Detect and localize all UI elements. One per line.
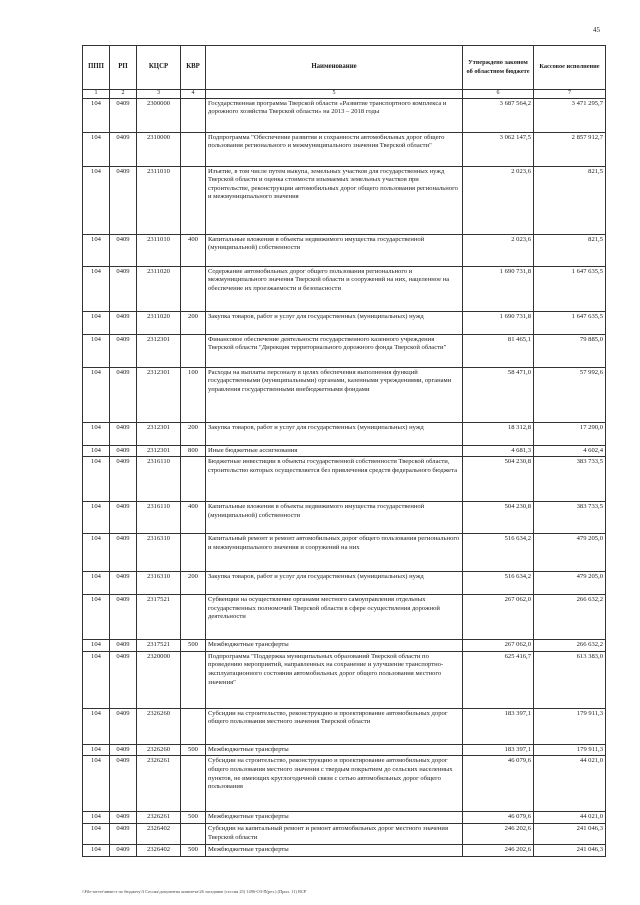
column-number: 2: [110, 90, 137, 99]
row-cash: 241 046,3: [534, 824, 606, 845]
row-kcsr: 2316110: [137, 457, 181, 502]
row-name: Капитальные вложения в объекты недвижимого имущества государственной (муниципальной) собственности: [206, 234, 463, 266]
row-ppp: 104: [83, 132, 110, 166]
column-number-row: [83, 90, 606, 99]
row-kcsr: 2312301: [137, 367, 181, 422]
row-approved: 625 416,7: [463, 651, 534, 708]
row-ppp: 104: [83, 824, 110, 845]
row-kvr: 100: [181, 367, 206, 422]
row-name: Межбюджетные трансферты: [206, 812, 463, 824]
row-rp: 0409: [110, 708, 137, 744]
row-kcsr: 2326261: [137, 756, 181, 812]
row-name: Закупка товаров, работ и услуг для государственных (муниципальных) нужд: [206, 311, 463, 334]
row-kcsr: 2311010: [137, 166, 181, 234]
row-approved: 516 634,2: [463, 572, 534, 595]
table-row: [83, 572, 606, 595]
row-approved: 246 202,6: [463, 845, 534, 857]
row-name: Изъятие, в том числе путем выкупа, земельных участков для государственных нужд Тверской области и оценка стоимости изымаемых земельных участков при строительстве, реконструкции автомобильных дорог общего пользования регионального и межмуниципального значения: [206, 166, 463, 234]
column-number: 1: [83, 90, 110, 99]
row-approved: 18 312,8: [463, 422, 534, 445]
row-cash: 1 647 635,5: [534, 266, 606, 311]
row-kcsr: 2326260: [137, 708, 181, 744]
row-ppp: 104: [83, 457, 110, 502]
file-path-footer: \\File-server\инвест по бюджету\3 Сессия\документы комитета\26 заседание (сессия 25) 1496-ОЗ-П(рез.) (Прил. 11) ВСР: [82, 889, 307, 894]
row-cash: 479 205,0: [534, 534, 606, 572]
row-kvr: 400: [181, 502, 206, 534]
row-ppp: 104: [83, 166, 110, 234]
header-approved: Утверждено законом об областном бюджете: [463, 46, 534, 90]
row-ppp: 104: [83, 502, 110, 534]
row-approved: 516 634,2: [463, 534, 534, 572]
row-cash: 383 733,5: [534, 502, 606, 534]
row-rp: 0409: [110, 824, 137, 845]
row-kvr: 500: [181, 744, 206, 756]
row-kvr: [181, 824, 206, 845]
header-rp: РП: [110, 46, 137, 90]
row-approved: 58 471,0: [463, 367, 534, 422]
row-name: Государственная программа Тверской области «Развитие транспортного комплекса и дорожного хозяйства Тверской области» на 2013 – 2018 годы: [206, 98, 463, 132]
row-ppp: 104: [83, 572, 110, 595]
row-cash: 2 857 912,7: [534, 132, 606, 166]
row-kvr: 200: [181, 311, 206, 334]
row-name: Субсидии на строительство, реконструкцию и проектирование автомобильных дорог общего пользования местного значения с твердым покрытием до сельских населенных пунктов, не имеющих круглогодичной связи с сетью автомобильных дорог общего пользования: [206, 756, 463, 812]
table-row: [83, 744, 606, 756]
row-ppp: 104: [83, 334, 110, 367]
row-kvr: [181, 708, 206, 744]
row-ppp: 104: [83, 367, 110, 422]
row-approved: 3 687 564,2: [463, 98, 534, 132]
row-cash: 821,5: [534, 234, 606, 266]
row-approved: 183 397,1: [463, 744, 534, 756]
row-name: Закупка товаров, работ и услуг для государственных (муниципальных) нужд: [206, 572, 463, 595]
row-ppp: 104: [83, 812, 110, 824]
row-cash: 4 602,4: [534, 445, 606, 457]
row-ppp: 104: [83, 534, 110, 572]
row-approved: 2 023,6: [463, 234, 534, 266]
row-kvr: 500: [181, 640, 206, 652]
row-kvr: 200: [181, 572, 206, 595]
table-row: [83, 234, 606, 266]
row-ppp: 104: [83, 445, 110, 457]
row-rp: 0409: [110, 502, 137, 534]
row-rp: 0409: [110, 334, 137, 367]
row-kvr: 500: [181, 812, 206, 824]
row-kcsr: 2326402: [137, 824, 181, 845]
row-ppp: 104: [83, 98, 110, 132]
row-cash: 179 911,3: [534, 708, 606, 744]
row-kvr: 500: [181, 845, 206, 857]
row-rp: 0409: [110, 367, 137, 422]
row-approved: 46 079,6: [463, 812, 534, 824]
row-kvr: [181, 266, 206, 311]
header-ppp: ППП: [83, 46, 110, 90]
row-ppp: 104: [83, 311, 110, 334]
table-row: [83, 445, 606, 457]
table-row: [83, 595, 606, 640]
table-row: [83, 824, 606, 845]
row-name: Финансовое обеспечение деятельности государственного казенного учреждения Тверской области "Дирекция территориального дорожного фонда Тверской области": [206, 334, 463, 367]
row-name: Межбюджетные трансферты: [206, 845, 463, 857]
row-cash: 44 021,0: [534, 756, 606, 812]
row-cash: 613 383,0: [534, 651, 606, 708]
row-ppp: 104: [83, 640, 110, 652]
table-row: [83, 534, 606, 572]
row-name: Субсидии на капитальный ремонт и ремонт автомобильных дорог местного значения Тверской области: [206, 824, 463, 845]
row-cash: 179 911,3: [534, 744, 606, 756]
row-rp: 0409: [110, 845, 137, 857]
table-row: [83, 166, 606, 234]
row-approved: 1 690 731,8: [463, 311, 534, 334]
table-row: [83, 266, 606, 311]
row-kcsr: 2310000: [137, 132, 181, 166]
row-cash: 241 046,3: [534, 845, 606, 857]
header-row: [83, 46, 606, 90]
row-cash: 266 632,2: [534, 595, 606, 640]
row-cash: 79 885,0: [534, 334, 606, 367]
table-row: [83, 640, 606, 652]
row-name: Подпрограмма "Поддержка муниципальных образований Тверской области по проведению мероприятий, направленных на сохранение и улучшение транспортно-эксплуатационного состояния автомобильных дорог общего пользования местного значения": [206, 651, 463, 708]
row-ppp: 104: [83, 422, 110, 445]
row-kcsr: 2317521: [137, 595, 181, 640]
row-rp: 0409: [110, 640, 137, 652]
row-cash: 57 992,6: [534, 367, 606, 422]
row-kcsr: 2317521: [137, 640, 181, 652]
row-rp: 0409: [110, 132, 137, 166]
row-cash: 479 205,0: [534, 572, 606, 595]
row-kvr: [181, 651, 206, 708]
row-kcsr: 2326260: [137, 744, 181, 756]
row-approved: 504 230,8: [463, 502, 534, 534]
table-row: [83, 98, 606, 132]
table-row: [83, 651, 606, 708]
row-cash: 821,5: [534, 166, 606, 234]
row-cash: 44 021,0: [534, 812, 606, 824]
row-kvr: [181, 98, 206, 132]
row-kcsr: 2316310: [137, 572, 181, 595]
column-number: 4: [181, 90, 206, 99]
row-name: Расходы на выплаты персоналу в целях обеспечения выполнения функций государственными (муниципальными) органами, казенными учреждениями, органами управления государственными внебюджетными фондами: [206, 367, 463, 422]
row-kcsr: 2312301: [137, 334, 181, 367]
column-number: 7: [534, 90, 606, 99]
row-name: Закупка товаров, работ и услуг для государственных (муниципальных) нужд: [206, 422, 463, 445]
table-row: [83, 502, 606, 534]
row-kvr: 800: [181, 445, 206, 457]
row-kvr: 200: [181, 422, 206, 445]
row-kcsr: 2316110: [137, 502, 181, 534]
row-approved: 81 465,1: [463, 334, 534, 367]
row-name: Капитальные вложения в объекты недвижимого имущества государственной (муниципальной) собственности: [206, 502, 463, 534]
row-cash: 383 733,5: [534, 457, 606, 502]
row-kcsr: 2300000: [137, 98, 181, 132]
row-approved: 183 397,1: [463, 708, 534, 744]
row-kvr: [181, 756, 206, 812]
table-body: [83, 98, 606, 856]
row-kcsr: 2312301: [137, 422, 181, 445]
table-row: [83, 845, 606, 857]
budget-table: [82, 45, 606, 857]
row-name: Бюджетные инвестиции в объекты государственной собственности Тверской области, строительство которых осуществляется без привлечения средств федерального бюджета: [206, 457, 463, 502]
row-name: Капитальный ремонт и ремонт автомобильных дорог общего пользования регионального и межмуниципального значения и сооружений на них: [206, 534, 463, 572]
header-cash: Кассовое исполнение: [534, 46, 606, 90]
row-name: Межбюджетные трансферты: [206, 744, 463, 756]
row-kcsr: 2311020: [137, 311, 181, 334]
header-kcsr: КЦСР: [137, 46, 181, 90]
row-kvr: 400: [181, 234, 206, 266]
row-approved: 1 690 731,8: [463, 266, 534, 311]
row-approved: 246 202,6: [463, 824, 534, 845]
row-rp: 0409: [110, 812, 137, 824]
table-row: [83, 132, 606, 166]
header-kvr: КВР: [181, 46, 206, 90]
column-number: 5: [206, 90, 463, 99]
row-kvr: [181, 132, 206, 166]
row-rp: 0409: [110, 98, 137, 132]
row-kvr: [181, 595, 206, 640]
row-kcsr: 2316310: [137, 534, 181, 572]
table-row: [83, 756, 606, 812]
row-kcsr: 2326402: [137, 845, 181, 857]
row-cash: 3 471 295,7: [534, 98, 606, 132]
row-ppp: 104: [83, 234, 110, 266]
row-ppp: 104: [83, 595, 110, 640]
row-ppp: 104: [83, 651, 110, 708]
table-row: [83, 311, 606, 334]
row-approved: 267 062,0: [463, 595, 534, 640]
row-name: Межбюджетные трансферты: [206, 640, 463, 652]
row-approved: 267 062,0: [463, 640, 534, 652]
row-ppp: 104: [83, 744, 110, 756]
table-row: [83, 708, 606, 744]
row-kcsr: 2326261: [137, 812, 181, 824]
row-rp: 0409: [110, 651, 137, 708]
page-number: 45: [593, 26, 600, 34]
row-cash: 17 290,0: [534, 422, 606, 445]
row-rp: 0409: [110, 572, 137, 595]
row-approved: 46 079,6: [463, 756, 534, 812]
row-cash: 1 647 635,5: [534, 311, 606, 334]
row-cash: 266 632,2: [534, 640, 606, 652]
row-ppp: 104: [83, 756, 110, 812]
row-ppp: 104: [83, 845, 110, 857]
row-kvr: [181, 334, 206, 367]
row-rp: 0409: [110, 166, 137, 234]
row-rp: 0409: [110, 422, 137, 445]
row-kvr: [181, 166, 206, 234]
column-number: 3: [137, 90, 181, 99]
row-approved: 4 681,3: [463, 445, 534, 457]
table-row: [83, 457, 606, 502]
row-approved: 504 230,8: [463, 457, 534, 502]
row-ppp: 104: [83, 266, 110, 311]
row-kvr: [181, 457, 206, 502]
row-kcsr: 2311020: [137, 266, 181, 311]
table-row: [83, 334, 606, 367]
row-name: Субсидии на строительство, реконструкцию и проектирование автомобильных дорог общего пользования местного значения Тверской области: [206, 708, 463, 744]
table-row: [83, 422, 606, 445]
column-number: 6: [463, 90, 534, 99]
row-name: Содержание автомобильных дорог общего пользования регионального и межмуниципального значения Тверской области и сооружений на них, нацеленное на обеспечение их проезжаемости и безопасности: [206, 266, 463, 311]
row-rp: 0409: [110, 595, 137, 640]
row-rp: 0409: [110, 457, 137, 502]
row-approved: 2 023,6: [463, 166, 534, 234]
row-kcsr: 2311010: [137, 234, 181, 266]
row-rp: 0409: [110, 234, 137, 266]
row-name: Подпрограмма "Обеспечение развития и сохранности автомобильных дорог общего пользования регионального и межмуниципального значения Тверской области": [206, 132, 463, 166]
header-name: Наименование: [206, 46, 463, 90]
row-rp: 0409: [110, 756, 137, 812]
row-kcsr: 2320000: [137, 651, 181, 708]
table-row: [83, 812, 606, 824]
row-rp: 0409: [110, 534, 137, 572]
row-name: Иные бюджетные ассигнования: [206, 445, 463, 457]
row-rp: 0409: [110, 266, 137, 311]
row-rp: 0409: [110, 445, 137, 457]
row-ppp: 104: [83, 708, 110, 744]
table-row: [83, 367, 606, 422]
row-approved: 3 062 147,5: [463, 132, 534, 166]
row-name: Субвенции на осуществление органами местного самоуправления отдельных государственных полномочий Тверской области в сфере осуществления дорожной деятельности: [206, 595, 463, 640]
row-rp: 0409: [110, 311, 137, 334]
row-kcsr: 2312301: [137, 445, 181, 457]
row-rp: 0409: [110, 744, 137, 756]
row-kvr: [181, 534, 206, 572]
